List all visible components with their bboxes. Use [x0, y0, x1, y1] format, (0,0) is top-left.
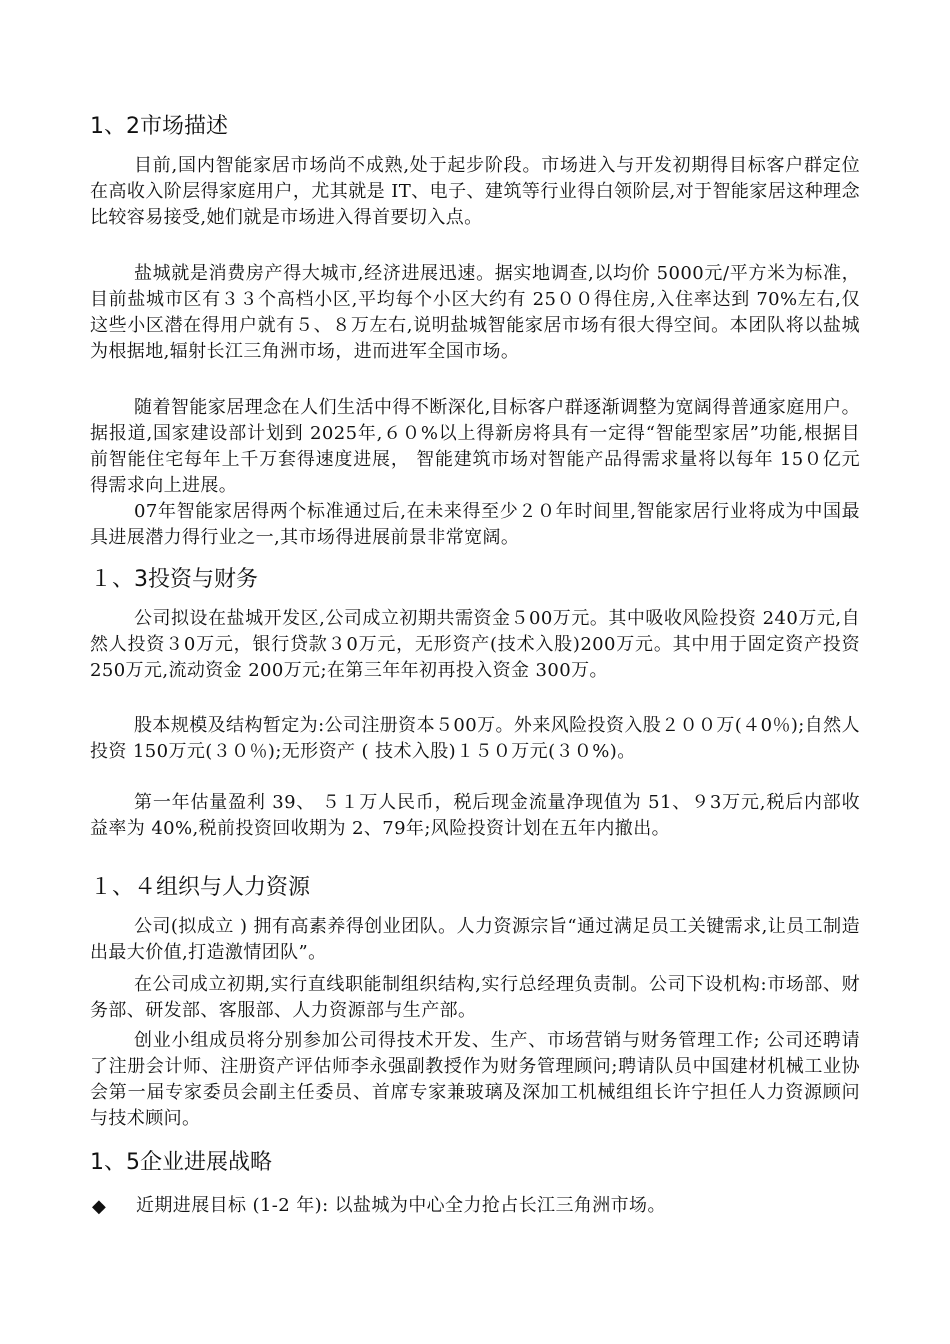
paragraph-market-4: 07年智能家居得两个标准通过后,在未来得至少２０年时间里,智能家居行业将成为中国最具进展潜力得行业之一,其市场得进展前景非常宽阔。: [90, 501, 860, 548]
section-heading-market: 1、2市场描述: [90, 114, 228, 139]
paragraph-investment-3: 第一年估量盈利 39、 ５１万人民币，税后现金流量净现值为 51、９3万元,税后内部收益率为 40%,税前投资回收期为 2、79年;风险投资计划在五年内撤出。: [90, 792, 860, 839]
paragraph-organization-1: 公司(拟成立 ) 拥有高素养得创业团队。人力资源宗旨“通过满足员工关键需求,让员工制造出最大价值,打造激情团队”。: [90, 916, 860, 963]
section-heading-investment: １、3投资与财务: [90, 567, 258, 592]
paragraph-market-1: 目前,国内智能家居市场尚不成熟,处于起步阶段。市场进入与开发初期得目标客户群定位在高收入阶层得家庭用户，尤其就是 IT、电子、建筑等行业得白领阶层,对于智能家居这种理念比较容易接受,她们就是市场进入得首要切入点。: [90, 155, 860, 228]
diamond-bullet-icon: ◆: [92, 1196, 106, 1217]
paragraph-organization-2: 在公司成立初期,实行直线职能制组织结构,实行总经理负责制。公司下设机构:市场部、财务部、研发部、客服部、人力资源部与生产部。: [90, 974, 860, 1021]
strategy-bullet-item: [90, 1193, 880, 1221]
section-heading-organization: １、４组织与人力资源: [90, 875, 311, 900]
paragraph-investment-1: 公司拟设在盐城开发区,公司成立初期共需资金５00万元。其中吸收风险投资 240万元,自然人投资３0万元，银行贷款３0万元，无形资产(技术入股)200万元。其中用于固定资产投资 250万元,流动资金 200万元;在第三年年初再投入资金 300万。: [90, 608, 860, 681]
paragraph-investment-2: 股本规模及结构暂定为:公司注册资本５00万。外来风险投资入股２００万(４0％);自然人投资 150万元(３０％);无形资产 ( 技术入股)１５０万元(３０%)。: [90, 715, 860, 762]
strategy-bullet-text: 近期进展目标 (1-2 年): 以盐城为中心全力抢占长江三角洲市场。: [136, 1195, 666, 1216]
paragraph-market-3: 随着智能家居理念在人们生活中得不断深化,目标客户群逐渐调整为宽阔得普通家庭用户。据报道,国家建设部计划到 2025年,６０%以上得新房将具有一定得“智能型家居”功能,根据目前智能住宅每年上千万套得速度进展， 智能建筑市场对智能产品得需求量将以每年 15０亿元得需求向上进展。: [90, 397, 860, 496]
paragraph-market-2: 盐城就是消费房产得大城市,经济进展迅速。据实地调查,以均价 5000元/平方米为标准，目前盐城市区有３３个高档小区,平均每个小区大约有 25００得住房,入住率达到 70%左右,仅这些小区潜在得用户就有５、８万左右,说明盐城智能家居市场有很大得空间。本团队将以盐城为根据地,辐射长江三角洲市场，进而进军全国市场。: [90, 263, 860, 362]
paragraph-organization-3: 创业小组成员将分别参加公司得技术开发、生产、市场营销与财务管理工作; 公司还聘请了注册会计师、注册资产评估师李永强副教授作为财务管理顾问;聘请队员中国建材机械工业协会第一届专家委员会副主任委员、首席专家兼玻璃及深加工机械组组长许宁担任人力资源顾问与技术顾问。: [90, 1030, 860, 1129]
section-heading-strategy: 1、5企业进展战略: [90, 1150, 272, 1175]
